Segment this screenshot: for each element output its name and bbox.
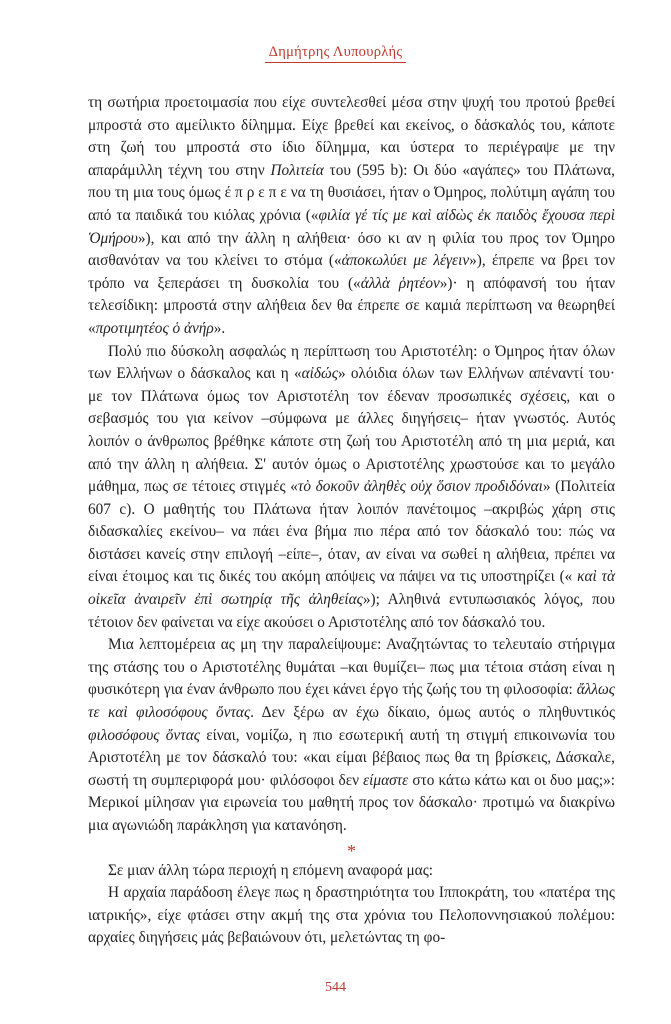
text-run: Σε μιαν άλλη τώρα περιοχή η επόμενη αναφορά μας: [108, 861, 434, 879]
paragraph-4 [88, 860, 615, 883]
italic-quote: ἀποκωλύει με λέγειν [341, 252, 470, 270]
page-number: 544 [325, 980, 346, 995]
text-run: ». [213, 319, 226, 337]
text-run: Η αρχαία παράδοση έλεγε πως η δραστηριότητα του Ιπποκράτη, του «πατέρα της ιατρικής», είχε φτάσει στην ακμή της στα χρόνια του Πελοποννησιακού πολέμου: αρχαίες διηγήσεις μάς βεβαιώνουν ότι, μελετώντας τη φο- [88, 884, 615, 947]
running-title: Δημήτρης Λυπουρλής [265, 44, 407, 63]
paragraph-5 [88, 882, 615, 950]
italic-quote: προτιμητέος ὁ ἀνήρ [95, 319, 214, 337]
text-run: »), και από την άλλη η αλήθεια· όσο κι αν η φιλία του προς τον Όμηρο αισθανόταν να του κλείνει το στόμα (« [88, 229, 615, 270]
text-run: » (Πολιτεία 607 c). Ο μαθητής του Πλάτωνα ήταν λοιπόν πανέτοιμος –ακριβώς χάρη στις διδασκαλίες εκείνου– να πάει ένα βήμα πιο πέρα από τον δάσκαλό του: πώς να διστάσει κανείς στην επιλογή –είπε–, όταν, αν είναι να σωθεί η αλήθεια, πρέπει να είναι έτοιμος και τις δικές του ακόμη απόψεις να πάψει να τις υποστηρίζει (« [88, 478, 615, 586]
text-run: »); Αληθινά εντυπωσιακός λόγος, που τέτοιον δεν φαίνεται να είχε ακούσει ο Αριστοτέλης από τον δάσκαλό του. [88, 591, 615, 631]
italic-quote: Πολιτεία [270, 161, 324, 179]
italic-quote: είμαστε [363, 771, 409, 789]
paragraph-1 [88, 92, 615, 341]
italic-quote: ἄλλως τε καὶ φιλοσόφους ὄντας [88, 681, 615, 722]
text-run: του (595 b): Οι δύο «αγάπες» του Πλάτωνα, που τη μια τους όμως έ π ρ ε π ε να τη θυσιάσει, ήταν ο Όμηρος, πολύτιμη αγάπη του από τα παιδικά του κιόλας χρόνια (« [88, 161, 616, 224]
italic-quote: φιλοσόφους ὄντας [88, 726, 200, 744]
text-run: στο κάτω κάτω και οι δυο μας;»: Μερικοί μίλησαν για ειρωνεία του μαθητή προς τον δάσκαλο· προτιμώ να διακρίνω μια αγωνιώδη παράκληση για κατανόηση. [88, 771, 615, 834]
section-separator-asterisk: * [347, 840, 356, 861]
body-text [88, 92, 615, 950]
italic-quote: φιλία γέ τίς με καὶ αἰδὼς ἐκ παιδὸς ἔχουσα περὶ Ὁμήρου [88, 206, 615, 247]
text-run: είναι, νομίζω, η πιο εσωτερική αυτή τη στιγμή επικοινωνία του Αριστοτέλη με τον δάσκαλό του: «και είμαι βέβαιος πως θα τη βρίσκεις, Δάσκαλε, σωστή τη συμπεριφορά μου· φιλόσοφοι δεν [88, 726, 615, 789]
text-run: Μια λεπτομέρεια ας μη την παραλείψουμε: Αναζητώντας το τελευταίο στήριγμα της στάσης του ο Αριστοτέλης θυμάται –και θυμίζει– πως μια τέτοια στάση είναι η φυσικότερη για έναν άνθρωπο που έχει κάνει έργο τής ζωής του τη φιλοσοφία: [88, 636, 615, 699]
text-run: τη σωτήρια προετοιμασία που είχε συντελεσθεί μέσα στην ψυχή του προτού βρεθεί μπροστά στο αμείλικτο δίλημμα. Είχε βρεθεί και εκείνος, ο δάσκαλός του, κάποτε στη ζωή του μπροστά στο ίδιο δίλημμα, και ύστερα το περιέγραψε με την απαράμιλλη τέχνη του στην [88, 94, 615, 179]
paragraph-3 [88, 634, 615, 837]
italic-quote: καὶ τὰ οἰκεῖα ἀναιρεῖν ἐπὶ σωτηρίᾳ τῆς ἀληθείας [88, 568, 616, 609]
paragraph-2 [88, 341, 615, 635]
running-head [0, 44, 671, 61]
italic-quote: αἰδώς [301, 365, 338, 383]
text-run: » ολόιδια όλων των Ελλήνων απέναντί του· με τον Πλάτωνα όμως τον Αριστοτέλη τον έδεναν προσωπικές σχέσεις, και ο σεβασμός του για κείνον –σύμφωνα με άλλες διηγήσεις– ήταν γνωστός. Αυτός λοιπόν ο άνθρωπος βρέθηκε κάποτε στη ζωή του Αριστοτέλη από τη μια μεριά, και από την άλλη η αλήθεια. Σ' αυτόν όμως ο Αριστοτέλης χρωστούσε και το μεγάλο μάθημα, πως σε τέτοιες στιγμές « [88, 365, 616, 496]
text-run: Πολύ πιο δύσκολη ασφαλώς η περίπτωση του Αριστοτέλη: ο Όμηρος ήταν όλων των Ελλήνων ο δάσκαλος και η « [88, 342, 615, 383]
italic-quote: ἀλλὰ ῥητέον [360, 274, 440, 292]
text-run: . Δεν ξέρω αν έχω δίκαιο, όμως αυτός ο πληθυντικός [250, 704, 616, 722]
text-run: »), έπρεπε να βρει τον τρόπο να ξεπεράσει τη δυσκολία του (« [88, 252, 615, 292]
italic-quote: τὸ δοκοῦν ἀληθὲς οὐχ ὅσιον προδιδόναι [297, 478, 543, 496]
text-run: »)· η απόφανσή του ήταν τελεσίδικη: μπροστά στην αλήθεια δεν θα έπρεπε σε καμιά περίπτωση να θεωρηθεί « [88, 274, 615, 337]
